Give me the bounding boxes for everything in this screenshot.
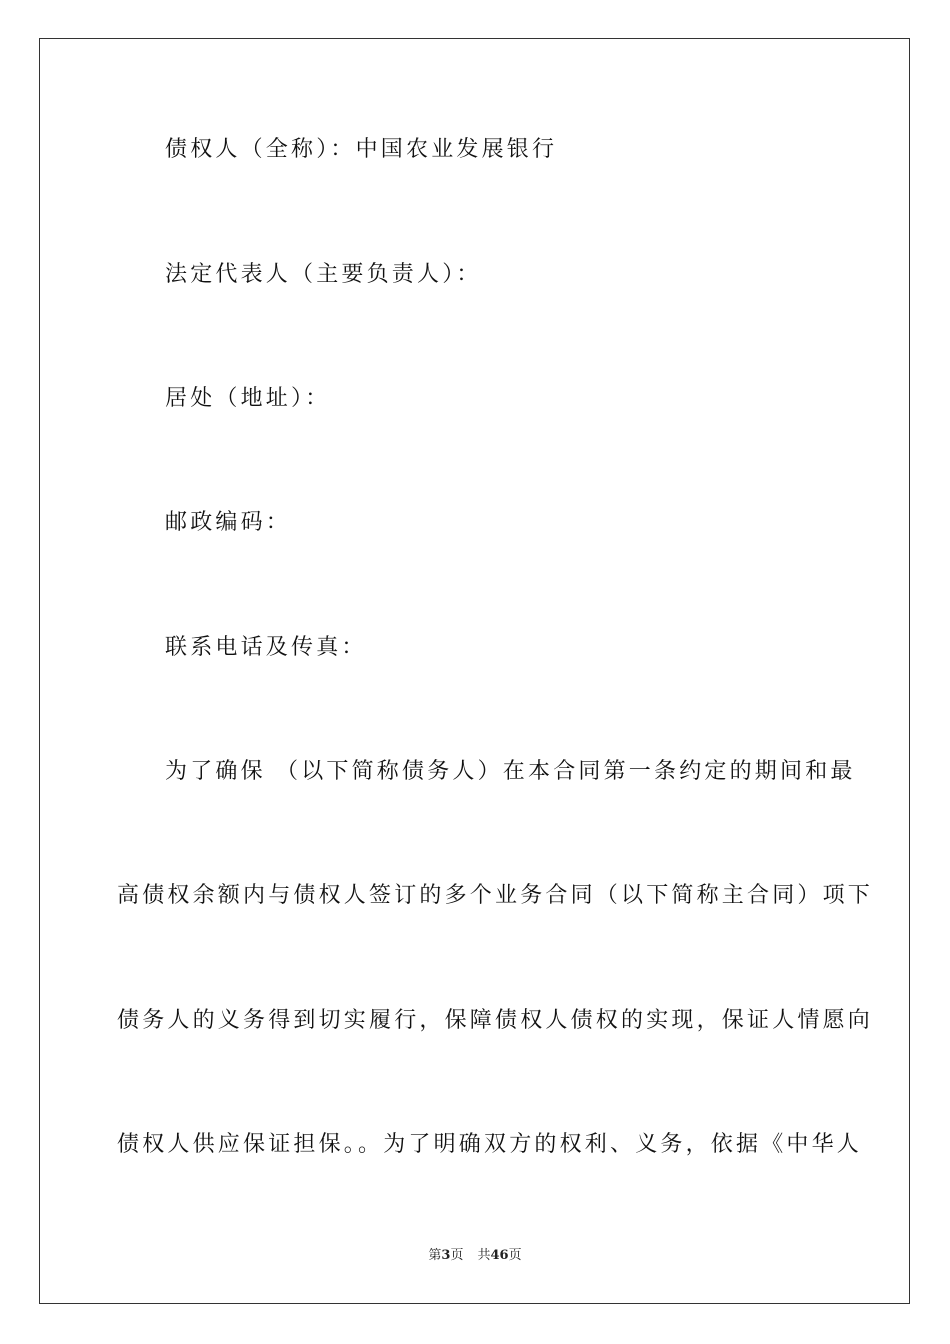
total-pages: 46 (490, 1248, 509, 1263)
legal-representative-line: 法定代表人（主要负责人）： (165, 262, 482, 287)
paragraph-line-2: 高债权余额内与债权人签订的多个业务合同（以下简称主合同）项下 (117, 883, 874, 908)
total-suffix: 页 (508, 1248, 522, 1263)
paragraph-line-3: 债务人的义务得到切实履行，保障债权人债权的实现，保证人情愿向 (117, 1008, 874, 1033)
page-prefix: 第 (428, 1248, 442, 1263)
page-footer (0, 1247, 950, 1265)
phone-fax-line: 联系电话及传真： (165, 635, 367, 660)
creditor-name-line: 债权人（全称）：中国农业发展银行 (165, 137, 558, 162)
total-prefix: 共 (477, 1248, 491, 1263)
paragraph-line-1: 为了确保 （以下简称债务人）在本合同第一条约定的期间和最 (165, 759, 856, 784)
paragraph-line-4: 债权人供应保证担保。。为了明确双方的权利、义务，依据《中华人 (117, 1132, 863, 1157)
page-suffix: 页 (450, 1248, 464, 1263)
address-line: 居处（地址）： (165, 386, 331, 411)
page-border (39, 38, 910, 1304)
page-number: 3 (441, 1248, 451, 1263)
postal-code-line: 邮政编码： (165, 510, 292, 535)
